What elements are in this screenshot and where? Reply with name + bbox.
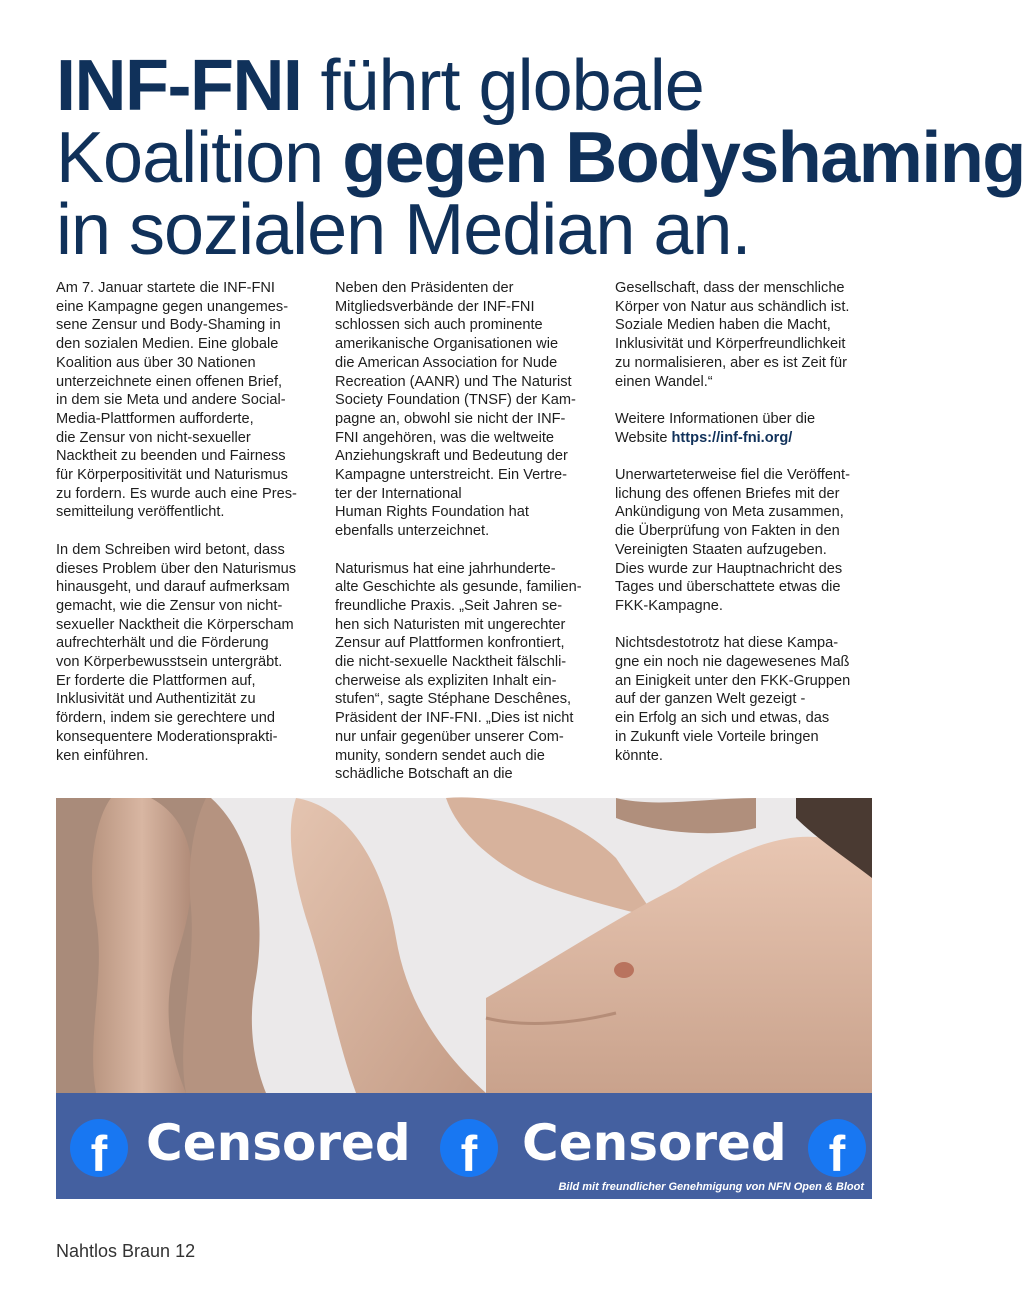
facebook-icon: f [808,1119,866,1177]
text-line: Präsident der INF-FNI. „Dies ist nicht [335,710,574,727]
article-headline [56,46,1025,270]
text-line: Media-Plattformen aufforderte, [56,410,254,427]
text-line: Tages und überschattete etwas die [615,579,841,596]
text-line: Nichtsdestotrotz hat diese Kampa- [615,635,839,652]
text-line: ebenfalls unterzeichnet. [335,523,490,540]
text-line: semitteilung veröffentlicht. [56,504,225,521]
text-line: in Zukunft viele Vorteile bringen [615,728,819,745]
text-line: auf der ganzen Welt gezeigt - [615,691,806,708]
text-line: schädliche Botschaft an die [335,766,513,783]
headline-line-1 [56,46,896,126]
text-line: Inklusivität und Authentizität zu [56,691,256,708]
article-photo [56,798,872,1093]
text-line: Human Rights Foundation hat [335,504,529,521]
headline-org: INF-FNI [56,46,302,126]
text-line: pagne an, obwohl sie nicht der INF- [335,410,566,427]
text-line: Vereinigten Staaten aufzugeben. [615,541,827,558]
website-link[interactable]: https://inf-fni.org/ [671,429,793,446]
text-line: hen sich Naturisten mit ungerechter [335,616,566,633]
text-line [615,429,880,448]
text-line: Inklusivität und Körperfreundlichkeit [615,336,846,353]
text-line: FKK-Kampagne. [615,597,723,614]
text-line: Naturismus hat eine jahrhunderte- [335,560,556,577]
text-line: ken einführen. [56,747,149,764]
text-line: die Zensur von nicht-sexueller [56,429,251,446]
censored-label: Censored [146,1114,411,1172]
website-prefix: Website [615,429,672,446]
text-line: die American Association for Nude [335,354,558,371]
text-line: für Körperpositivität und Naturismus [56,467,288,484]
text-line: Society Foundation (TNSF) der Kam- [335,392,576,409]
paragraph [615,279,880,391]
article-column-1 [56,279,321,784]
text-line: in dem sie Meta und andere Social- [56,392,286,409]
text-line: gne ein noch nie dagewesenes Maß [615,654,850,671]
text-line: einen Wandel.“ [615,373,713,390]
text-line: konsequentere Moderationsprakti- [56,728,278,745]
paragraph [335,560,600,784]
paragraph [335,279,600,541]
text-line: hinausgeht, und darauf aufmerksam [56,579,290,596]
text-line: Ankündigung von Meta zusammen, [615,504,844,521]
text-line: zu normalisieren, aber es ist Zeit für [615,354,847,371]
text-line: gemacht, wie die Zensur von nicht- [56,597,283,614]
text-line: an Einigkeit unter den FKK-Gruppen [615,672,851,689]
text-line: ein Erfolg an sich und etwas, das [615,710,830,727]
text-line: lichung des offenen Briefes mit der [615,485,840,502]
text-line: Unerwarteterweise fiel die Veröffent- [615,467,850,483]
text-line: Er forderte die Plattformen auf, [56,672,256,689]
page-footer: Nahtlos Braun 12 [56,1241,196,1261]
photo-illustration [56,798,872,1093]
text-line: Nacktheit zu beenden und Fairness [56,448,286,465]
text-line: Recreation (AANR) und The Naturist [335,373,572,390]
text-line: Anziehungskraft und Bedeutung der [335,448,568,465]
facebook-icon: f [70,1119,128,1177]
text-line: könnte. [615,747,663,764]
text-line: cherweise als expliziten Inhalt ein- [335,672,557,689]
text-line: Mitgliedsverbände der INF-FNI [335,298,535,315]
text-line: Koalition aus über 30 Nationen [56,354,256,371]
text-line: Kampagne unterstreicht. Ein Vertre- [335,467,567,484]
text-line: stufen“, sagte Stéphane Deschênes, [335,691,572,708]
text-line: Soziale Medien haben die Macht, [615,317,831,334]
text-line: Gesellschaft, dass der menschliche [615,280,845,296]
text-line: alte Geschichte als gesunde, familien- [335,579,582,596]
article-column-2 [335,279,600,803]
facebook-icon: f [440,1119,498,1177]
text-line: von Körperbewusstsein untergräbt. [56,654,283,671]
text-line: die nicht-sexuelle Nacktheit fälschli- [335,654,567,671]
text-line: zu fordern. Es wurde auch eine Pres- [56,485,297,502]
text-line: Dies wurde zur Hauptnachricht des [615,560,843,577]
text-line: amerikanische Organisationen wie [335,336,559,353]
text-line: FNI angehören, was die weltweite [335,429,555,446]
text-line: sene Zensur und Body-Shaming in [56,317,281,334]
paragraph [615,634,880,765]
headline-text: führt globale [320,46,704,126]
text-line: eine Kampagne gegen unangemes- [56,298,289,315]
text-line: Am 7. Januar startete die INF-FNI [56,280,275,296]
text-line: Körper von Natur aus schändlich ist. [615,298,850,315]
paragraph [56,279,321,522]
text-line: Neben den Präsidenten der [335,280,514,296]
text-line: sexueller Nacktheit die Körperscham [56,616,294,633]
headline-text: Koalition [56,118,324,198]
text-line: munity, sondern sendet auch die [335,747,545,764]
headline-line-3 [56,190,896,270]
headline-text: in sozialen Median an. [56,190,751,270]
text-line: In dem Schreiben wird betont, dass [56,541,285,558]
text-line: den sozialen Medien. Eine globale [56,336,279,353]
text-line: die Überprüfung von Fakten in den [615,523,840,540]
text-line: dieses Problem über den Naturismus [56,560,297,577]
text-line: ter der International [335,485,462,502]
censored-banner [56,1093,872,1199]
article-column-3 [615,279,880,784]
paragraph [56,541,321,765]
paragraph-more-info [615,410,880,447]
text-line: nur unfair gegenüber unserer Com- [335,728,564,745]
paragraph [615,466,880,616]
text-line: schlossen sich auch prominente [335,317,543,334]
text-line: aufrechterhält und die Förderung [56,635,269,652]
censored-label: Censored [522,1114,787,1172]
headline-emphasis: gegen Bodyshaming [342,118,1025,198]
text-line: unterzeichnete einen offenen Brief, [56,373,283,390]
text-line: freundliche Praxis. „Seit Jahren se- [335,597,563,614]
text-line: Zensur auf Plattformen konfrontiert, [335,635,565,652]
text-line: Weitere Informationen über die [615,410,816,427]
headline-line-2 [56,118,1025,198]
text-line: fördern, indem sie gerechtere und [56,710,276,727]
image-credit: Bild mit freundlicher Genehmigung von NFN Open & Bloot [558,1181,864,1193]
